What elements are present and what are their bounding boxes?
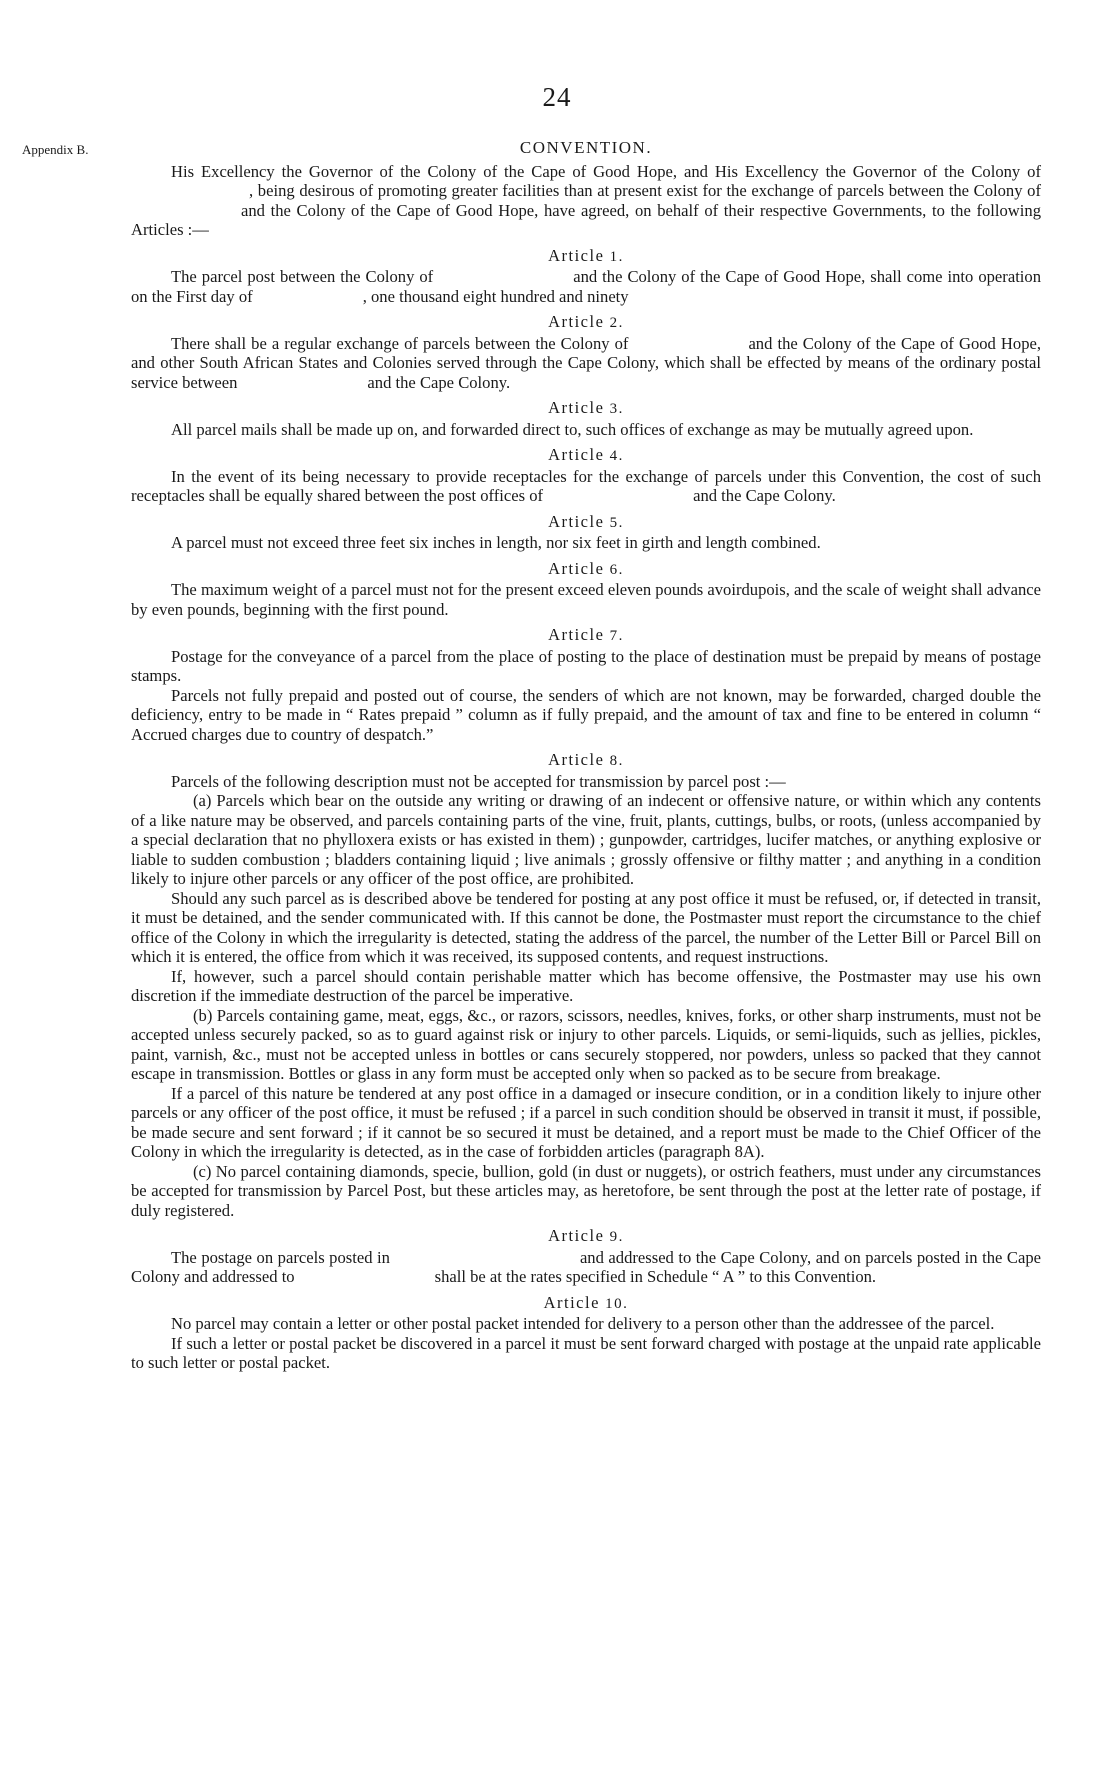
article-1-text: The parcel post between the Colony of and the Colony of the Cape of Good Hope, shall come into operation on the First day of , one thousand eight hundred and ninety xyxy=(131,267,1042,306)
appendix-label: Appendix B. xyxy=(22,142,89,157)
article-8-paragraph-3: Should any such parcel as is described above be tendered for posting at any post office it must be refused, or, if detected in transit, it must be detained, and the sender communicated with. If this cannot be done, the Postmaster must report the circumstance to the chief office of the Colony in which the irregularity is detected, stating the address of the parcel, the number of the Letter Bill or Parcel Bill on which it is entered, the office from which it was received, its supposed contents, and request instructions. xyxy=(131,888,1041,966)
convention-title: CONVENTION. xyxy=(519,138,653,157)
article-8-paragraph-4: If, however, such a parcel should contain perishable matter which has become offensive, the Postmaster may use his own discretion if the immediate destruction of the parcel be imperative. xyxy=(131,966,1041,1005)
article-8-paragraph-6: If a parcel of this nature be tendered at any post office in a damaged or insecure condition, or in a condition likely to injure other parcels or any officer of the post office, it must be refused ; if a parcel in such condition should be observed in transit it must, if possible, be made secure and sent forward ; if it cannot be so secured it must be detained, and a report must be made to the Chief Officer of the Colony in which the irregularity is detected, as in the case of forbidden articles (paragraph 8A). xyxy=(131,1083,1041,1161)
intro-text-a: His Excellency the Governor of the Colony of the Cape of Good Hope, and His Excellency the Governor of the Colony of xyxy=(171,161,1041,181)
article-6-heading: Article 6. xyxy=(548,558,624,578)
article-1-heading: Article 1. xyxy=(548,245,624,265)
article-8-clause-a: (a) Parcels which bear on the outside any writing or drawing of an indecent or offensive nature, or within which any contents of a like nature may be observed, and parcels containing parts of the vine, fruit, plants, cuttings, bulbs, or roots, (unless accompanied by a special declaration that no phylloxera exists or has existed in them) ; gunpowder, cartridges, lucifer matches, or anything explosive or liable to sudden combustion ; bladders containing liquid ; live animals ; grossly offensive or filthy matter ; and anything in a condition likely to injure other parcels or any officer of the post office, are prohibited. xyxy=(131,791,1041,888)
article-7-heading: Article 7. xyxy=(548,625,624,644)
article-9-heading: Article 9. xyxy=(548,1226,624,1245)
article-9-text: The postage on parcels posted in and addressed to the Cape Colony, and on parcels posted in the Cape Colony and addressed to shall be at the rates specified in Schedule “ A ” to this Convention. xyxy=(131,1247,1041,1286)
intro-text-c: and the Colony of the Cape of Good Hope, have agreed, on behalf of their respective Governments, to the following Articles :— xyxy=(131,200,1041,239)
article-5-text: A parcel must not exceed three feet six inches in length, nor six feet in girth and length combined. xyxy=(171,533,821,552)
article-6-text: The maximum weight of a parcel must not for the present exceed eleven pounds avoirdupois, and the scale of weight shall advance by even pounds, beginning with the first pound. xyxy=(131,580,1041,619)
article-10-paragraph-1: No parcel may contain a letter or other postal packet intended for delivery to a person other than the addressee of the parcel. xyxy=(171,1314,995,1333)
article-2-heading: Article 2. xyxy=(548,312,624,331)
article-2-text: There shall be a regular exchange of parcels between the Colony of and the Colony of the Cape of Good Hope, and other South African States and Colonies served through the Cape Colony, which shall be effected by means of the ordinary postal service between and the Cape Colony. xyxy=(131,333,1042,392)
article-8-paragraph-1: Parcels of the following description must not be accepted for transmission by parcel post :— xyxy=(171,771,786,791)
article-5-heading: Article 5. xyxy=(548,511,624,531)
intro-text-b: , being desirous of promoting greater facilities than at present exist for the exchange of parcels between the Colony of xyxy=(249,181,1041,200)
intro-paragraph xyxy=(131,162,1041,240)
page-number: 24 xyxy=(542,82,572,112)
article-8-clause-b: (b) Parcels containing game, meat, eggs, &c., or razors, scissors, needles, knives, forks, or other sharp instruments, must not be accepted unless securely packed, so as to guard against risk or injury to other parcels. Liquids, or semi-liquids, such as jellies, pickles, paint, varnish, &c., must not be accepted unless in bottles or cans securely stoppered, nor powders, unless so packed that they cannot escape in transmission. Bottles or glass in any form must be accepted only when so packed as to be secure from breakage. xyxy=(131,1005,1041,1083)
article-10-heading: Article 10. xyxy=(543,1292,629,1312)
article-3-text: All parcel mails shall be made up on, and forwarded direct to, such offices of exchange as may be mutually agreed upon. xyxy=(171,419,974,439)
article-4-text: In the event of its being necessary to provide receptacles for the exchange of parcels under this Convention, the cost of such receptacles shall be equally shared between the post offices of and the Cape Colony. xyxy=(131,466,1041,505)
article-8-heading: Article 8. xyxy=(548,750,624,769)
article-10-paragraph-2: If such a letter or postal packet be discovered in a parcel it must be sent forward charged with postage at the unpaid rate applicable to such letter or postal packet. xyxy=(131,1333,1041,1372)
article-7-paragraph-1: Postage for the conveyance of a parcel from the place of posting to the place of destination must be prepaid by means of postage stamps. xyxy=(131,646,1041,685)
article-4-heading: Article 4. xyxy=(548,445,624,464)
article-7-paragraph-2: Parcels not fully prepaid and posted out of course, the senders of which are not known, may be forwarded, charged double the deficiency, entry to be made in “ Rates prepaid ” column as if fully prepaid, and the amount of tax and fine to be entered in column “ Accrued charges due to country of despatch.” xyxy=(131,685,1041,744)
convention-body xyxy=(131,138,1041,1373)
article-8-clause-c: (c) No parcel containing diamonds, specie, bullion, gold (in dust or nuggets), or ostrich feathers, must under any circumstances be accepted for transmission by Parcel Post, but these articles may, as heretofore, be sent through the post at the letter rate of postage, if duly registered. xyxy=(131,1161,1041,1220)
article-3-heading: Article 3. xyxy=(548,398,624,417)
